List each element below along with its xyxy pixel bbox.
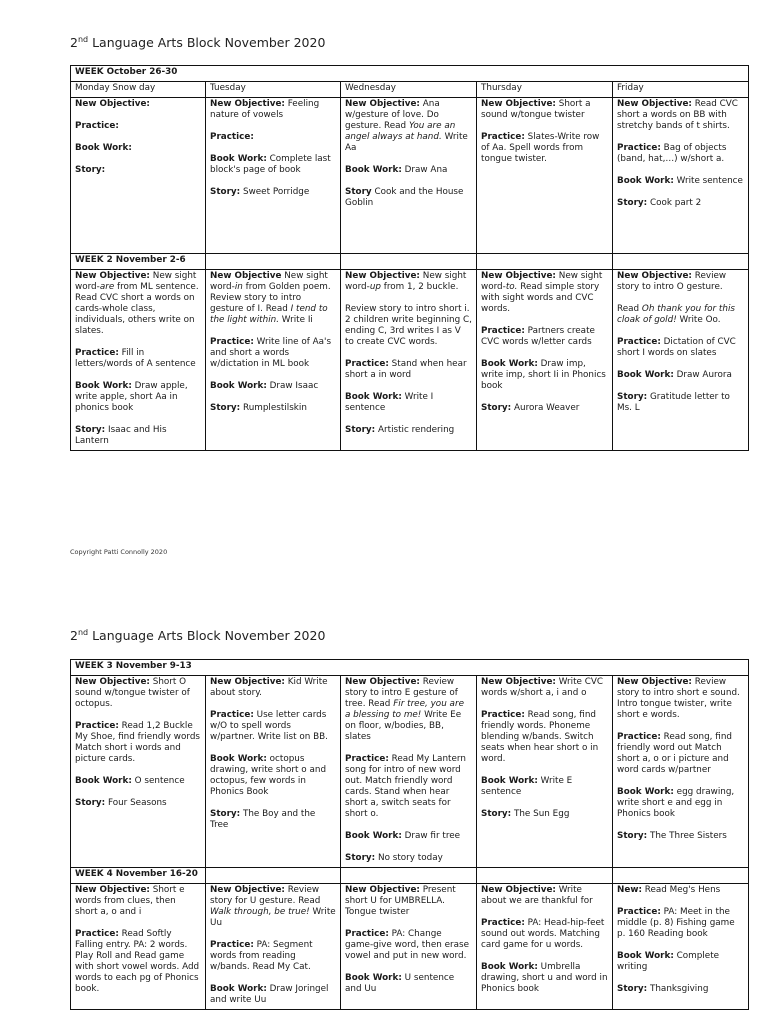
cell-paragraph: New Objective: Short e words from clues, then short a, o and i (75, 885, 185, 917)
cell-paragraph: Book Work: Write E sentence (481, 776, 573, 797)
section-label: Book Work: (617, 787, 674, 797)
section-label: Story: (210, 809, 241, 819)
day-cell (613, 98, 749, 254)
section-label: Book Work: (345, 392, 402, 402)
week-row (71, 270, 749, 451)
section-label: Book Work: (481, 776, 538, 786)
quoted-verse: Walk through, be true! (210, 907, 310, 917)
cell-paragraph: Book Work: Complete last block's page of book (210, 154, 331, 175)
section-label: Practice: (481, 326, 525, 336)
cell-paragraph: Story: Rumplestilskin (210, 403, 307, 413)
cell-paragraph: Book Work: O sentence (75, 776, 185, 786)
cell-paragraph: Practice: Dictation of CVC short I words on slates (617, 337, 736, 358)
section-label: Story: (617, 392, 648, 402)
cell-paragraph: Story: Sweet Porridge (210, 187, 310, 197)
section-label: New Objective: (75, 677, 150, 687)
week-row (71, 98, 749, 254)
cell-paragraph: Practice: Read 1,2 Buckle My Shoe, find friendly words Match short i words and picture cards. (75, 721, 201, 764)
day-cell (206, 884, 341, 1010)
section-label: New Objective: (481, 99, 556, 109)
cell-paragraph: Story: Isaac and His Lantern (75, 425, 167, 446)
quoted-verse: to. (505, 282, 518, 292)
section-label: Story: (617, 984, 648, 994)
day-header: Tuesday (206, 82, 341, 98)
section-label: New Objective: (617, 99, 692, 109)
section-label: Story: (481, 403, 512, 413)
cell-paragraph: Practice: PA: Change game-give word, then erase vowel and put in new word. (345, 929, 470, 961)
cell-paragraph: Practice: Use letter cards w/O to spell words w/partner. Write list on BB. (210, 710, 328, 742)
cell-paragraph: Story: The Boy and the Tree (210, 809, 316, 830)
cell-paragraph: Book Work: Draw Ana (345, 165, 448, 175)
cell-paragraph: New Objective: Review story for U gesture. Read Walk through, be true! Write Uu (210, 885, 336, 928)
day-header: Wednesday (341, 82, 477, 98)
quoted-verse: You are an angel always at hand. (345, 121, 456, 142)
cell-paragraph: New Objective: New sight word-to. Read simple story with sight words and CVC words. (481, 271, 603, 314)
section-label: Practice: (617, 732, 661, 742)
quoted-verse: in (234, 282, 243, 292)
section-label: Book Work: (210, 754, 267, 764)
day-cell (341, 98, 477, 254)
cell-paragraph: Story: Four Seasons (75, 798, 167, 808)
section-label: Practice: (210, 132, 254, 142)
cell-paragraph: New Objective: New sight word-are from ML sentence. Read CVC short a words on cards-whole class, individuals, others write on slates. (75, 271, 199, 336)
cell-paragraph: Practice: Write line of Aa's and short a words w/dictation in ML book (210, 337, 332, 369)
cell-paragraph: New Objective: Read CVC short a words on BB with stretchy bands of t shirts. (617, 99, 738, 131)
day-header: Thursday (477, 82, 613, 98)
week-header: WEEK October 26-30 (71, 66, 749, 82)
cell-paragraph: Review story to intro short i. 2 children write beginning C, ending C, 3rd writes I as V to create CVC words. (345, 304, 472, 347)
week-header: WEEK 2 November 2-6 (71, 254, 206, 270)
section-label: Book Work: (210, 984, 267, 994)
cell-paragraph: New Objective: Ana w/gesture of love. Do gesture. Read You are an angel always at hand. Write Aa (345, 99, 468, 153)
day-cell (71, 676, 206, 868)
section-label: Book Work: (75, 776, 132, 786)
section-label: Practice: (210, 337, 254, 347)
week-header-row (71, 66, 749, 82)
copyright-notice: Copyright Patti Connolly 2020 (70, 548, 168, 556)
day-header: Monday Snow day (71, 82, 206, 98)
quoted-verse: Fir tree, you are a blessing to me! (345, 699, 464, 720)
section-label: Practice: (345, 754, 389, 764)
section-label: Practice: (481, 710, 525, 720)
section-label: New Objective: (345, 885, 420, 895)
section-label: New Objective: (210, 99, 285, 109)
section-label: New Objective: (345, 677, 420, 687)
section-label: Story: (481, 809, 512, 819)
section-label: New Objective: (345, 271, 420, 281)
cell-paragraph: New Objective: Review story to intro short e sound. Intro tongue twister, write short e words. (617, 677, 740, 720)
day-cell (477, 884, 613, 1010)
section-label: New: (617, 885, 642, 895)
cell-paragraph: New Objective: Short a sound w/tongue twister (481, 99, 591, 120)
day-cell (71, 270, 206, 451)
section-label: Book Work: (210, 381, 267, 391)
cell-paragraph: Practice: PA: Meet in the middle (p. 8) Fishing game p. 160 Reading book (617, 907, 735, 939)
day-cell (477, 98, 613, 254)
section-label: Practice: (617, 337, 661, 347)
section-label: Story: (345, 853, 376, 863)
section-label: Practice: (345, 359, 389, 369)
quoted-verse: are (99, 282, 115, 292)
section-label: Practice: (75, 121, 119, 131)
section-label: New Objective: (75, 885, 150, 895)
section-label: Story: (617, 198, 648, 208)
section-label: Book Work: (345, 973, 402, 983)
day-cell (341, 884, 477, 1010)
week-header-row (71, 660, 749, 676)
cell-paragraph: Book Work: U sentence and Uu (345, 973, 455, 994)
day-cell (206, 98, 341, 254)
week-header-row (71, 868, 749, 884)
section-label: Practice: (617, 143, 661, 153)
cell-paragraph: Book Work: Umbrella drawing, short u and word in Phonics book (481, 962, 608, 994)
section-label: Story: (210, 403, 241, 413)
section-label: Story: (617, 831, 648, 841)
section-label: Practice: (75, 929, 119, 939)
section-label: Practice: (481, 918, 525, 928)
day-cell (206, 270, 341, 451)
cell-paragraph: Practice: Read Softly Falling entry. PA: 2 words. Play Roll and Read game with short vowel words. Add words to each pg of Phonics book. (75, 929, 200, 994)
cell-paragraph: Practice: Read song, find friendly words. Phoneme blending w/bands. Switch seats when hear short o in word. (481, 710, 599, 764)
day-cell (341, 676, 477, 868)
week-row (71, 884, 749, 1010)
section-label: New Objective: (75, 271, 150, 281)
section-label: Practice: (210, 710, 254, 720)
section-label: Story: (75, 165, 106, 175)
section-label: Book Work: (210, 154, 267, 164)
section-label: Book Work: (617, 176, 674, 186)
cell-paragraph: Book Work: Draw Aurora (617, 370, 732, 380)
section-label: Book Work: (345, 165, 402, 175)
cell-paragraph: New Objective New sight word-in from Golden poem. Review story to intro gesture of I. Read I tend to the light within. Write Ii (210, 271, 331, 325)
cell-paragraph (75, 99, 201, 110)
cell-paragraph: Story: Aurora Weaver (481, 403, 580, 413)
section-label: New Objective: (75, 99, 150, 109)
section-label: Practice: (345, 929, 389, 939)
cell-paragraph: Book Work: octopus drawing, write short o and octopus, few words in Phonics Book (210, 754, 327, 797)
cell-paragraph: Story: The Sun Egg (481, 809, 570, 819)
cell-paragraph: Book Work: Draw fir tree (345, 831, 461, 841)
cell-paragraph: Practice: Partners create CVC words w/letter cards (481, 326, 595, 347)
cell-paragraph: Book Work: Draw Isaac (210, 381, 319, 391)
cell-paragraph: Story: Gratitude letter to Ms. L (617, 392, 730, 413)
section-label: New Objective: (617, 677, 692, 687)
page-title: 2nd Language Arts Block November 2020 (70, 35, 326, 51)
cell-paragraph: New Objective: Review story to intro E gesture of tree. Read Fir tree, you are a blessing to me! Write Ee on floor, w/bodies, BB, slates (345, 677, 464, 742)
section-label: Story: (75, 425, 106, 435)
cell-paragraph: Practice: Read My Lantern song for intro of new word out. Match friendly word cards. Stand when hear short a, switch seats for short o. (345, 754, 466, 819)
section-label: New Objective: (210, 677, 285, 687)
section-label: Story: (210, 187, 241, 197)
quoted-verse: I tend to the light within. (210, 304, 328, 325)
quoted-verse: Oh thank you for this cloak of gold! (617, 304, 735, 325)
section-label: Book Work: (345, 831, 402, 841)
week-header: WEEK 3 November 9-13 (71, 660, 749, 676)
cell-paragraph: Practice: PA: Segment words from reading w/bands. Read My Cat. (210, 940, 313, 972)
cell-paragraph: Practice: Stand when hear short a in word (345, 359, 467, 380)
cell-paragraph: New Objective: Present short U for UMBRELLA. Tongue twister (345, 885, 456, 917)
page-title: 2nd Language Arts Block November 2020 (70, 628, 326, 644)
section-label: New Objective: (481, 885, 556, 895)
day-cell (613, 676, 749, 868)
cell-paragraph: New: Read Meg's Hens (617, 885, 721, 895)
day-cell (71, 884, 206, 1010)
section-label: Practice: (75, 348, 119, 358)
cell-paragraph: Story: The Three Sisters (617, 831, 727, 841)
cell-paragraph: New Objective: Write about we are thankful for (481, 885, 593, 906)
section-label: Book Work: (75, 143, 132, 153)
cell-paragraph: Book Work: egg drawing, write short e and egg in Phonics book (617, 787, 735, 819)
cell-paragraph: Book Work: Complete writing (617, 951, 720, 972)
section-label: Story: (345, 425, 376, 435)
section-label: New Objective: (617, 271, 692, 281)
day-cell (206, 676, 341, 868)
cell-paragraph: New Objective: Review story to intro O gesture. (617, 271, 727, 292)
section-label: Book Work: (481, 359, 538, 369)
section-label: New Objective (210, 271, 282, 281)
day-cell (477, 270, 613, 451)
cell-paragraph: Practice: Read song, find friendly word out Match short a, o or i picture and word cards w/partner (617, 732, 732, 775)
section-label: Book Work: (481, 962, 538, 972)
week-row (71, 676, 749, 868)
cell-paragraph: Book Work: Write sentence (617, 176, 743, 186)
day-header-row (71, 82, 749, 98)
section-label: Practice: (75, 721, 119, 731)
cell-paragraph (210, 132, 336, 143)
section-label: Practice: (481, 132, 525, 142)
section-label: Practice: (617, 907, 661, 917)
cell-paragraph: Book Work: Draw Joringel and write Uu (210, 984, 329, 1005)
cell-paragraph: New Objective: Short O sound w/tongue twister of octopus. (75, 677, 190, 709)
cell-paragraph: Story Cook and the House Goblin (345, 187, 464, 208)
section-label: Story (345, 187, 372, 197)
cell-paragraph: Book Work: Write I sentence (345, 392, 434, 413)
cell-paragraph: Practice: Slates-Write row of Aa. Spell words from tongue twister. (481, 132, 600, 164)
section-label: Practice: (210, 940, 254, 950)
cell-paragraph: Practice: Bag of objects (band, hat,…) w/short a. (617, 143, 727, 164)
section-label: New Objective: (345, 99, 420, 109)
lesson-plan-table (70, 65, 749, 451)
quoted-verse: up (369, 282, 381, 292)
cell-paragraph (75, 143, 201, 154)
cell-paragraph: New Objective: Feeling nature of vowels (210, 99, 320, 120)
day-cell (613, 270, 749, 451)
section-label: New Objective: (481, 677, 556, 687)
section-label: Book Work: (617, 951, 674, 961)
cell-paragraph: Story: No story today (345, 853, 443, 863)
cell-paragraph: Book Work: Draw imp, write imp, short Ii in Phonics book (481, 359, 606, 391)
lesson-plan-table (70, 659, 749, 1010)
section-label: Book Work: (75, 381, 132, 391)
cell-paragraph: Story: Artistic rendering (345, 425, 455, 435)
day-cell (477, 676, 613, 868)
cell-paragraph: New Objective: Write CVC words w/short a, i and o (481, 677, 604, 698)
section-label: Story: (75, 798, 106, 808)
day-cell (613, 884, 749, 1010)
section-label: New Objective: (210, 885, 285, 895)
cell-paragraph: Practice: Fill in letters/words of A sentence (75, 348, 196, 369)
day-cell (341, 270, 477, 451)
cell-paragraph (75, 121, 201, 132)
cell-paragraph: Story: Cook part 2 (617, 198, 702, 208)
week-header-row (71, 254, 749, 270)
cell-paragraph: Book Work: Draw apple, write apple, short Aa in phonics book (75, 381, 188, 413)
cell-paragraph: Practice: PA: Head-hip-feet sound out words. Matching card game for u words. (481, 918, 605, 950)
section-label: Book Work: (617, 370, 674, 380)
week-header: WEEK 4 November 16-20 (71, 868, 206, 884)
cell-paragraph: Read Oh thank you for this cloak of gold! Write Oo. (617, 304, 735, 325)
cell-paragraph: Story: Thanksgiving (617, 984, 709, 994)
cell-paragraph: New Objective: New sight word-up from 1, 2 buckle. (345, 271, 467, 292)
cell-paragraph (75, 165, 201, 176)
section-label: New Objective: (481, 271, 556, 281)
day-cell (71, 98, 206, 254)
cell-paragraph: New Objective: Kid Write about story. (210, 677, 328, 698)
day-header: Friday (613, 82, 749, 98)
